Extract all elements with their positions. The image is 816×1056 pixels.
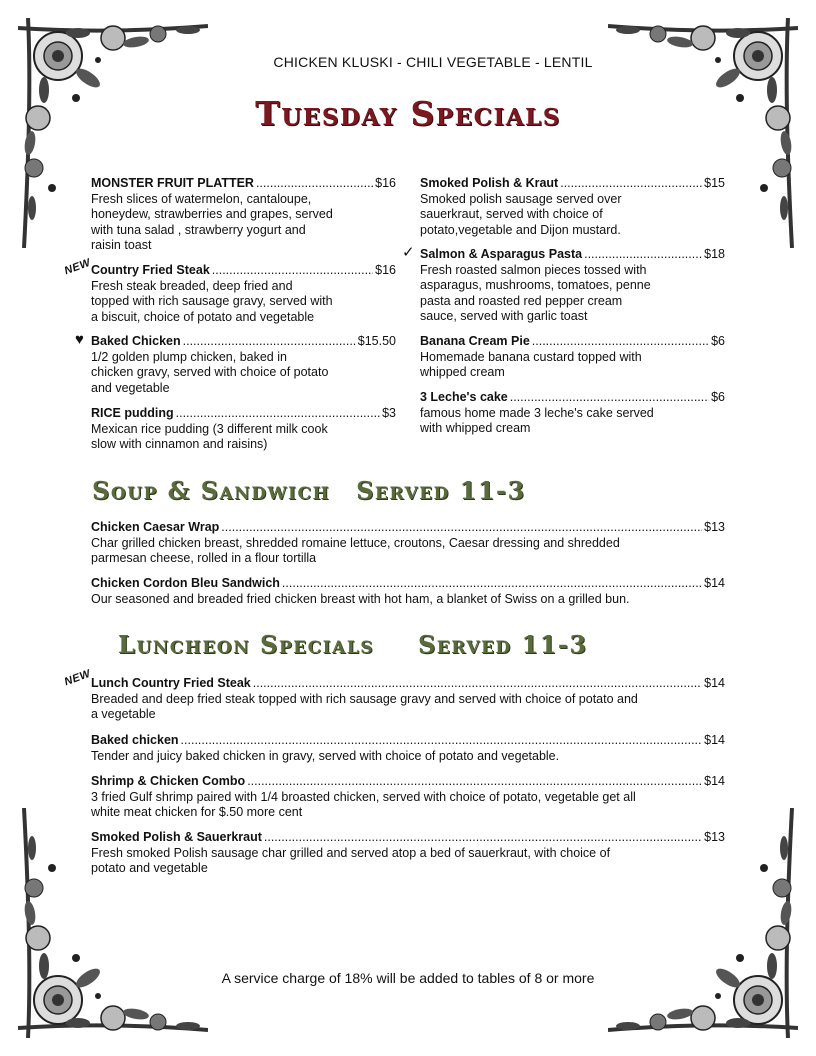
item-name: Country Fried Steak <box>91 263 210 277</box>
item-description: famous home made 3 leche's cake served with whipped cream <box>420 405 654 435</box>
item-name: MONSTER FRUIT PLATTER <box>91 176 254 190</box>
item-price: $15 <box>704 176 725 190</box>
item-price: $18 <box>704 247 725 261</box>
menu-item <box>420 176 725 238</box>
item-name: Smoked Polish & Kraut <box>420 176 559 190</box>
menu-item <box>91 733 725 764</box>
item-price: $14 <box>704 576 725 590</box>
item-description: Mexican rice pudding (3 different milk cook slow with cinnamon and raisins) <box>91 421 328 451</box>
section-heading-serving-time: Served 11-3 <box>417 630 588 659</box>
item-price: $6 <box>711 390 725 404</box>
menu-item <box>91 576 725 607</box>
menu-item <box>91 334 396 396</box>
item-description: Fresh steak breaded, deep fried and topped with rich sausage gravy, served with a biscuit, choice of potato and vegetable <box>91 278 333 324</box>
item-description: Tender and juicy baked chicken in gravy, served with choice of potato and vegetable. <box>91 748 560 763</box>
item-price: $6 <box>711 334 725 348</box>
menu-item <box>91 263 396 325</box>
service-charge-note: A service charge of 18% will be added to tables of 8 or more <box>221 970 595 986</box>
item-name: Salmon & Asparagus Pasta <box>420 247 583 261</box>
item-name: Chicken Caesar Wrap <box>91 520 220 534</box>
item-name: RICE pudding <box>91 406 174 420</box>
item-name: 3 Leche's cake <box>420 390 508 404</box>
section-heading-soup-sandwich <box>92 476 526 505</box>
new-badge: NEW <box>62 667 93 689</box>
menu-item <box>91 830 725 877</box>
menu-item <box>420 334 725 381</box>
soups-of-the-day: CHICKEN KLUSKI - CHILI VEGETABLE - LENTIL <box>273 54 593 70</box>
item-price: $14 <box>704 676 725 690</box>
menu-item <box>420 247 725 325</box>
section-heading-serving-time: Served 11-3 <box>356 476 526 505</box>
item-description: Homemade banana custard topped with whipped cream <box>420 349 642 379</box>
item-description: Fresh slices of watermelon, cantaloupe, honeydew, strawberries and grapes, served with tuna salad , strawberry yogurt and raisin toast <box>91 191 333 252</box>
item-price: $15.50 <box>357 334 396 348</box>
item-description: Our seasoned and breaded fried chicken breast with hot ham, a blanket of Swiss on a grilled bun. <box>91 591 630 606</box>
menu-item <box>420 390 725 437</box>
item-name: Lunch Country Fried Steak <box>91 676 251 690</box>
item-price: $16 <box>375 176 396 190</box>
section-heading-text: Soup & Sandwich <box>92 476 331 505</box>
item-price: $16 <box>375 263 396 277</box>
menu-item <box>91 176 396 254</box>
item-name: Smoked Polish & Sauerkraut <box>91 830 262 844</box>
item-name: Baked Chicken <box>91 334 181 348</box>
menu-item <box>91 520 725 567</box>
page-title: Tuesday Specials <box>255 94 561 133</box>
menu-item <box>91 406 396 453</box>
new-badge: NEW <box>62 256 93 278</box>
section-heading-text: Luncheon Specials <box>118 630 374 659</box>
item-name: Banana Cream Pie <box>420 334 530 348</box>
section-heading-luncheon <box>118 630 588 659</box>
item-name: Shrimp & Chicken Combo <box>91 774 246 788</box>
item-price: $13 <box>704 830 725 844</box>
item-price: $14 <box>704 733 725 747</box>
item-price: $14 <box>704 774 725 788</box>
item-price: $3 <box>382 406 396 420</box>
item-description: Fresh roasted salmon pieces tossed with asparagus, mushrooms, tomatoes, penne pasta and roasted red pepper cream sauce, served with garlic toast <box>420 262 651 323</box>
item-description: Breaded and deep fried steak topped with rich sausage gravy and served with choice of potato and a vegetable <box>91 691 638 721</box>
menu-item <box>91 774 725 821</box>
item-description: 3 fried Gulf shrimp paired with 1/4 broasted chicken, served with choice of potato, vegetable get all white meat chicken for $.50 more cent <box>91 789 636 819</box>
menu-item <box>91 676 725 723</box>
item-description: Fresh smoked Polish sausage char grilled and served atop a bed of sauerkraut, with choice of potato and vegetable <box>91 845 611 875</box>
item-name: Baked chicken <box>91 733 179 747</box>
item-description: Char grilled chicken breast, shredded romaine lettuce, croutons, Caesar dressing and shredded parmesan cheese, rolled in a flour tortilla <box>91 535 620 565</box>
item-price: $13 <box>704 520 725 534</box>
heart-icon: ♥ <box>75 331 84 348</box>
checkmark-icon: ✓ <box>402 244 415 261</box>
item-description: Smoked polish sausage served over sauerkraut, served with choice of potato,vegetable and Dijon mustard. <box>420 191 622 237</box>
item-description: 1/2 golden plump chicken, baked in chicken gravy, served with choice of potato and vegetable <box>91 349 329 395</box>
item-name: Chicken Cordon Bleu Sandwich <box>91 576 280 590</box>
